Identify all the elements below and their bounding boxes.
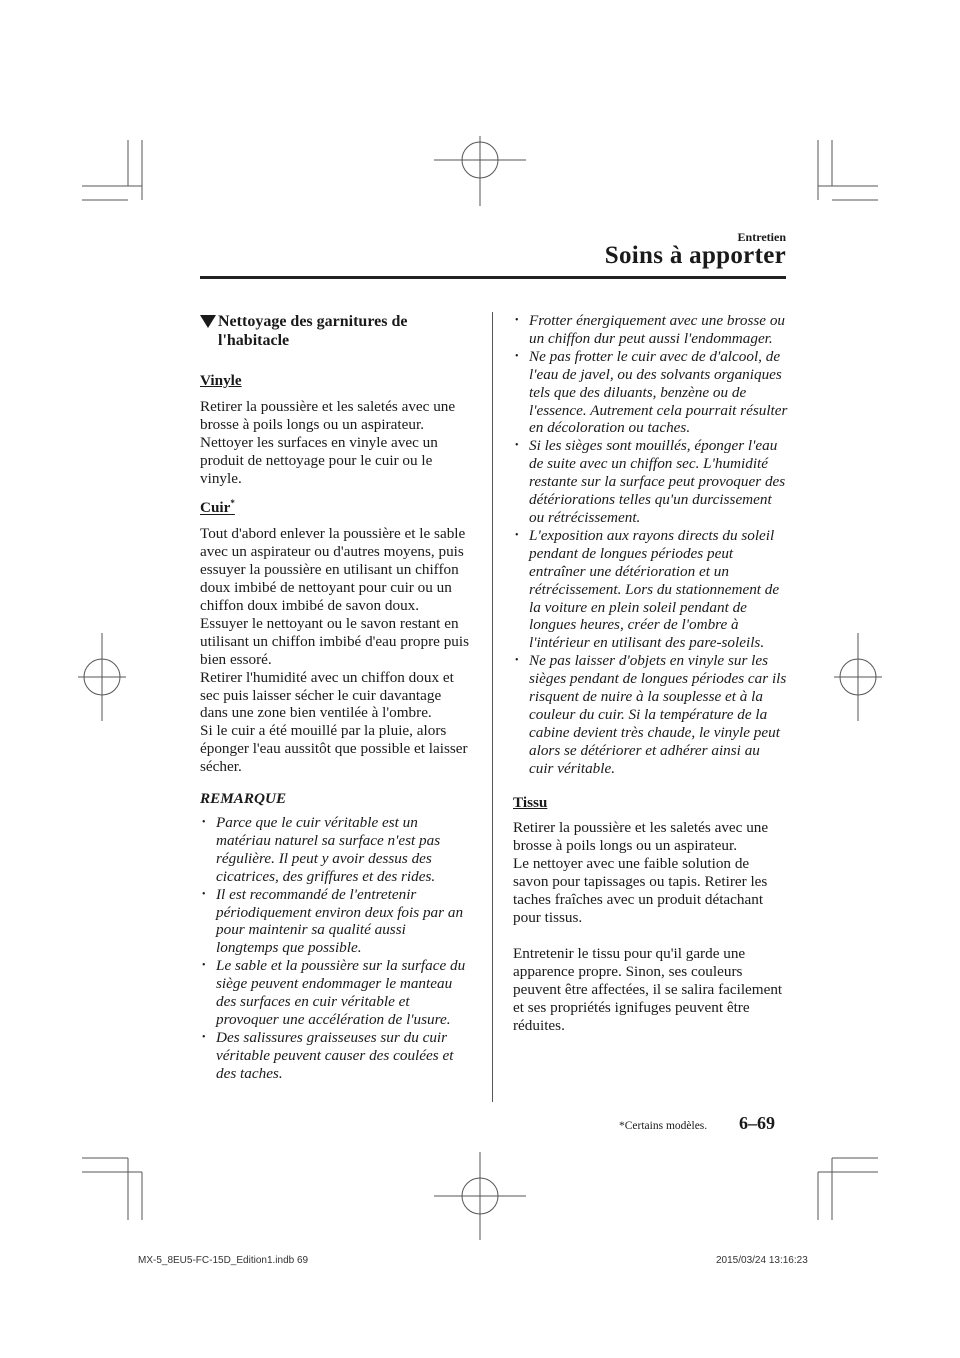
tissu-paragraph: Le nettoyer avec une faible solution de savon pour tapissages ou tapis. Retirer les taches fraîches avec un produit détachant pour tissus. bbox=[513, 855, 768, 926]
section-heading bbox=[200, 312, 472, 350]
remarque-list bbox=[200, 814, 472, 1083]
vinyle-text: Retirer la poussière et les saletés avec une brosse à poils longs ou un aspirateur. Nettoyer les surfaces en vinyle avec un produit de nettoyage pour le cuir ou le vinyle. bbox=[200, 397, 456, 487]
footer-note: *Certains modèles. bbox=[619, 1120, 708, 1132]
tissu-heading: Tissu bbox=[513, 793, 548, 811]
model-marker: * bbox=[230, 498, 235, 509]
remarque-item: • Frotter énergiquement avec une brosse ou un chiffon dur peut aussi l'endommager. bbox=[513, 312, 788, 348]
remarque-item: • Parce que le cuir véritable est un matériau naturel sa surface n'est pas régulière. Il peut y avoir dessus des cicatrices, des griffures et des rides. bbox=[200, 814, 472, 886]
cuir-heading: Cuir* bbox=[200, 498, 235, 517]
cuir-paragraph: Si le cuir a été mouillé par la pluie, alors éponger l'eau aussitôt que possible et laisser sécher. bbox=[200, 722, 468, 776]
cuir-text bbox=[200, 525, 472, 776]
header-rule bbox=[200, 276, 786, 279]
chapter-label: Entretien bbox=[737, 230, 786, 244]
remarque-item: • Ne pas laisser d'objets en vinyle sur les sièges pendant de longues périodes car ils risquent de nuire à la souplesse et à la couleur du cuir. Si la température de la cabine devient très chaude, le vinyle peut alors se détériorer et adhérer ainsi au cuir véritable. bbox=[513, 652, 788, 777]
cuir-paragraph: Essuyer le nettoyant ou le savon restant en utilisant un chiffon imbibé d'eau propre puis bien essoré. bbox=[200, 614, 470, 668]
page-title: Soins à apporter bbox=[604, 242, 786, 269]
right-column bbox=[513, 312, 788, 1034]
cuir-paragraph: Retirer l'humidité avec un chiffon doux et sec puis laisser sécher le cuir davantage dans une zone bien ventilée à l'ombre. bbox=[200, 668, 454, 722]
page-number: 6–69 bbox=[739, 1113, 775, 1133]
print-file-info: MX-5_8EU5-FC-15D_Edition1.indb 69 bbox=[138, 1255, 309, 1266]
remarque-item: • Si les sièges sont mouillés, éponger l'eau de suite avec un chiffon sec. L'humidité restante sur la surface peut provoquer des détériorations telles qu'un durcissement ou rétrécissement. bbox=[513, 437, 788, 527]
remarque-item: • Le sable et la poussière sur la surface du siège peuvent endommager le manteau des surfaces en cuir véritable et provoquer une accélération de l'usure. bbox=[200, 957, 472, 1029]
left-column bbox=[200, 312, 472, 1083]
vinyle-heading: Vinyle bbox=[200, 372, 242, 389]
section-title: Nettoyage des garnitures de l'habitacle bbox=[218, 313, 408, 349]
remarque-item: • Il est recommandé de l'entretenir périodiquement environ deux fois par an pour maintenir sa qualité aussi longtemps que possible. bbox=[200, 886, 472, 958]
column-divider bbox=[492, 312, 493, 1102]
tissu-paragraph: Retirer la poussière et les saletés avec une brosse à poils longs ou un aspirateur. bbox=[513, 819, 769, 855]
print-date-info: 2015/03/24 13:16:23 bbox=[716, 1255, 808, 1266]
remarque-list-continued bbox=[513, 312, 788, 778]
remarque-label: REMARQUE bbox=[200, 790, 287, 808]
remarque-item: • Des salissures graisseuses sur du cuir véritable peuvent causer des coulées et des taches. bbox=[200, 1029, 472, 1083]
remarque-item: • L'exposition aux rayons directs du soleil pendant de longues périodes peut entraîner une détérioration et un rétrécissement. Lors du stationnement de la voiture en plein soleil pendant de longues heures, créer de l'ombre à l'intérieur en utilisant des pare-soleils. bbox=[513, 527, 788, 652]
remarque-item: • Ne pas frotter le cuir avec de d'alcool, de l'eau de javel, ou des solvants organiques tels que des diluants, benzène ou de l'essence. Autrement cela pourrait résulter en décoloration ou taches. bbox=[513, 348, 788, 438]
cuir-paragraph: Tout d'abord enlever la poussière et le sable avec un aspirateur ou d'autres moyens, puis essuyer la poussière en utilisant un chiffon doux imbibé de nettoyant pour cuir ou un chiffon doux imbibé de savon doux. bbox=[200, 525, 466, 615]
triangle-bullet-icon bbox=[200, 315, 216, 328]
tissu-paragraph: Entretenir le tissu pour qu'il garde une apparence propre. Sinon, ses couleurs peuvent être affectées, il se salira facilement et ses propriétés ignifuges peuvent être réduites. bbox=[513, 944, 783, 1034]
